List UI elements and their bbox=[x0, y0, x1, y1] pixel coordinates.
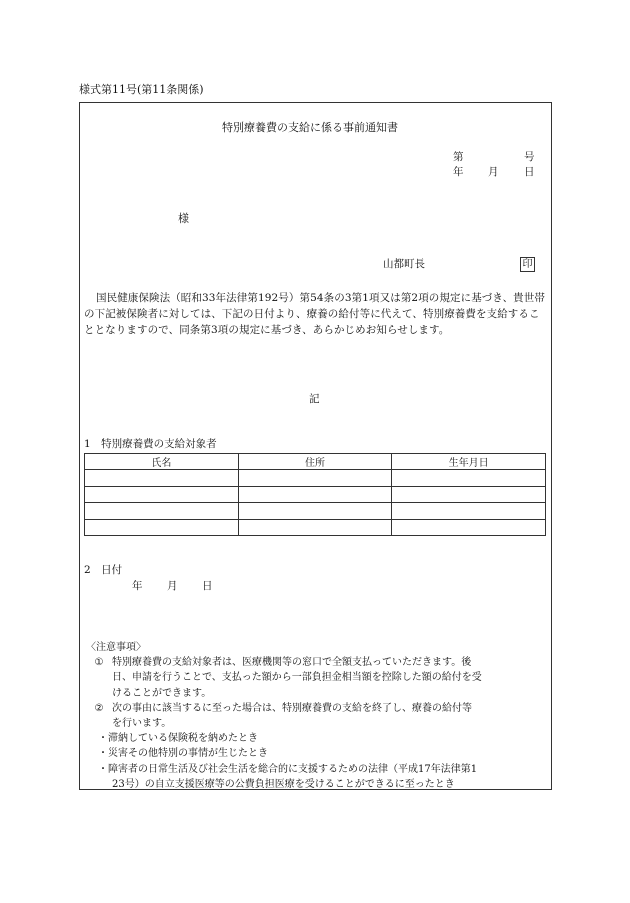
note-line: 特別療養費の支給対象者は、医療機関等の窓口で全額支払っていただきます。後 bbox=[112, 657, 472, 669]
notes-section bbox=[86, 640, 550, 792]
issue-date-month: 月 bbox=[488, 166, 499, 178]
notes-heading: 〈注意事項〉 bbox=[86, 642, 146, 653]
table-row bbox=[85, 486, 546, 502]
column-header-birthdate: 生年月日 bbox=[392, 454, 546, 470]
table-cell[interactable] bbox=[85, 519, 239, 535]
note-line: 日、申請を行うことで、支払った額から一部負担金相当額を控除した額の給付を受 bbox=[112, 672, 482, 684]
column-header-name: 氏名 bbox=[85, 454, 239, 470]
table-cell[interactable] bbox=[85, 503, 239, 519]
table-cell[interactable] bbox=[392, 519, 546, 535]
table-cell[interactable] bbox=[238, 486, 392, 502]
table-cell[interactable] bbox=[392, 503, 546, 519]
issue-date-day: 日 bbox=[524, 166, 535, 178]
target-date-day: 日 bbox=[202, 580, 213, 592]
table-row bbox=[85, 470, 546, 486]
note-item bbox=[86, 701, 550, 731]
note-bullet: ・滞納している保険税を納めたとき bbox=[98, 733, 258, 745]
table-cell[interactable] bbox=[238, 470, 392, 486]
table-cell[interactable] bbox=[238, 503, 392, 519]
note-bullet: ・障害者の日常生活及び社会生活を総合的に支援するための法律（平成17年法律第1 bbox=[98, 763, 478, 775]
doc-number-prefix: 第 bbox=[453, 151, 464, 163]
note-line: 次の事由に該当するに至った場合は、特別療養費の支給を終了し、療養の給付等 bbox=[112, 702, 472, 714]
form-number: 様式第11号(第11条関係) bbox=[79, 83, 204, 96]
body-paragraph: 国民健康保険法（昭和33年法律第192号）第54条の3第1項又は第2項の規定に基づき、貴世帯の下記被保険者に対しては、下記の日付より、療養の給付等に代えて、特別療養費を支給することとなりますので、同条第3項の規定に基づき、あらかじめお知らせします。 bbox=[84, 292, 545, 336]
table-cell[interactable] bbox=[238, 519, 392, 535]
note-line: を行います。 bbox=[112, 718, 172, 730]
table-cell[interactable] bbox=[85, 486, 239, 502]
note-text bbox=[112, 655, 550, 701]
target-date-month: 月 bbox=[167, 580, 178, 592]
note-bullet: ・災害その他特別の事情が生じたとき bbox=[98, 748, 268, 760]
target-date-year: 年 bbox=[132, 580, 143, 592]
note-item bbox=[86, 655, 550, 701]
issuer-name: 山都町長 bbox=[383, 258, 425, 270]
note-number: ② bbox=[94, 702, 104, 714]
recipients-table bbox=[84, 453, 546, 536]
table-cell[interactable] bbox=[85, 470, 239, 486]
table-row bbox=[85, 519, 546, 535]
document-title: 特別療養費の支給に係る事前通知書 bbox=[222, 121, 398, 134]
addressee-honorific: 様 bbox=[178, 212, 189, 225]
ki-marker: 記 bbox=[309, 393, 320, 405]
table-cell[interactable] bbox=[392, 470, 546, 486]
table-cell[interactable] bbox=[392, 486, 546, 502]
note-line: けることができます。 bbox=[112, 687, 212, 699]
column-header-address: 住所 bbox=[238, 454, 392, 470]
section1-heading: 1 特別療養費の支給対象者 bbox=[84, 438, 217, 450]
note-bullet-continuation: 23号）の自立支援医療等の公費負担医療を受けることができるに至ったとき bbox=[112, 778, 455, 790]
table-row bbox=[85, 503, 546, 519]
doc-number-suffix: 号 bbox=[524, 151, 535, 163]
issue-date-year: 年 bbox=[453, 166, 464, 178]
note-number: ① bbox=[94, 657, 104, 669]
seal-stamp: 印 bbox=[520, 257, 535, 272]
note-text bbox=[112, 701, 550, 731]
section2-heading: 2 日付 bbox=[84, 564, 123, 576]
table-header-row bbox=[85, 454, 546, 470]
